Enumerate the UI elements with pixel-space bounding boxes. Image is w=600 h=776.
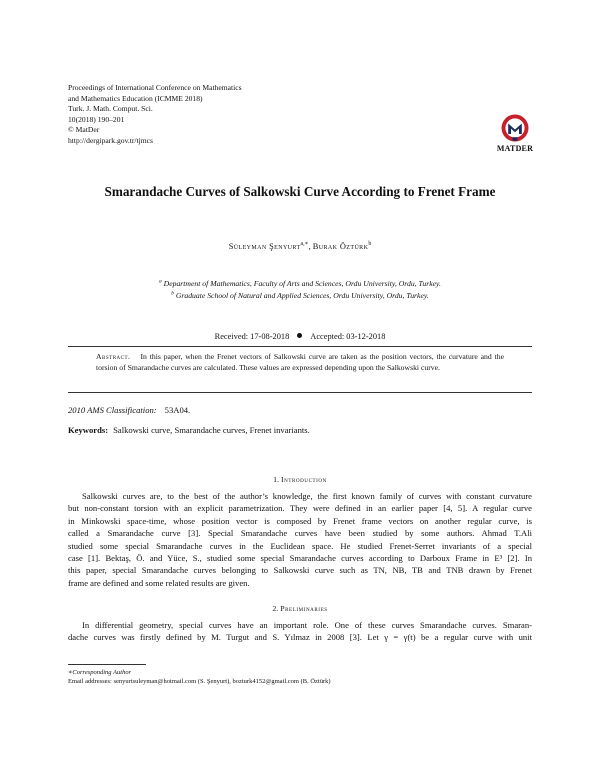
affiliation xyxy=(40,279,560,288)
section-heading xyxy=(40,604,560,613)
divider xyxy=(68,392,532,393)
author-separator: , xyxy=(308,242,311,251)
affiliation-mark: a xyxy=(159,278,162,285)
journal-info xyxy=(68,83,242,147)
affiliation-text: Graduate School of Natural and Applied Sciences, Ordu University, Ordu, Turkey. xyxy=(175,291,429,300)
text-line: called a Smarandache curve [3]. Special Smarandache curves have been studied by some authors. Ahmad T.Ali xyxy=(68,528,532,539)
text-line: this paper, special Smarandache curves belonging to Salkowski curve such as TN, NB, TB and TNB drawn by Frenet xyxy=(68,565,532,576)
section-heading xyxy=(40,475,560,484)
accepted-date: Accepted: 03-12-2018 xyxy=(310,332,386,341)
keywords xyxy=(68,425,310,435)
affiliation xyxy=(40,291,560,300)
section-number: 1. xyxy=(273,475,279,484)
text-line: studied some special Smarandache curves in the Euclidean space. He studied Frenet-Serret invariants of a special xyxy=(68,540,532,551)
affiliation-text: Department of Mathematics, Faculty of Arts and Sciences, Ordu University, Ordu, Turkey. xyxy=(163,279,441,288)
author-name: Süleyman Şenyurt xyxy=(228,242,301,251)
ams-classification xyxy=(68,405,190,415)
divider xyxy=(68,346,532,347)
text-line: In differential geometry, special curves have an important role. One of these curves Smarandache curves. Smaran- xyxy=(82,620,532,630)
journal-line: © MatDer xyxy=(68,125,100,135)
keywords-value: Salkowski curve, Smarandache curves, Frenet invariants. xyxy=(113,425,310,435)
bullet-icon xyxy=(297,333,302,338)
dates-line xyxy=(40,332,560,341)
journal-line: and Mathematics Education (ICMME 2018) xyxy=(68,93,203,103)
logo-label: MATDER xyxy=(496,144,534,153)
abstract xyxy=(96,352,504,373)
abstract-text: In this paper, when the Frenet vectors of Salkowski curve are taken as the position vectors, the curvature and the torsion of Smarandache curves are calculated. These values are expressed depending upon the Salkowski curve. xyxy=(96,352,504,372)
journal-line: Turk. J. Math. Comput. Sci. xyxy=(68,104,153,114)
text-line: Salkowski curves are, to the best of the author’s knowledge, the first known family of curves with constant curvature xyxy=(82,491,532,501)
footnote xyxy=(68,668,331,686)
author-mark: a,∗ xyxy=(300,241,309,248)
journal-line: 10(2018) 190–201 xyxy=(68,114,125,124)
author-name: Burak Öztürk xyxy=(312,242,369,251)
section-number: 2. xyxy=(272,604,279,613)
abstract-heading: Abstract. xyxy=(96,352,131,361)
text-line: frame are defined and some related results are given. xyxy=(68,577,250,588)
received-date: Received: 17-08-2018 xyxy=(214,332,290,341)
footnote-rule xyxy=(68,664,146,665)
text-line: but non-constant torsion with an explicit parametrization. They were defined in an earlier paper [4, 5]. A regular curve xyxy=(68,503,532,514)
text-line: dache curves was firstly defined by M. Turgut and S. Yılmaz in 2008 [3]. Let γ = γ(t) be a regular curve with unit xyxy=(68,632,532,643)
keywords-label: Keywords: xyxy=(68,425,109,435)
ams-value: 53A04. xyxy=(164,405,191,415)
preliminaries-paragraph xyxy=(68,619,532,644)
section-title: Preliminaries xyxy=(280,604,328,613)
introduction-paragraph xyxy=(68,490,532,589)
text-line: case [1]. Bektaş, Ö. and Yüce, S., studied some special Smarandache curves according to Darboux Frame in E³ [2]. In xyxy=(68,553,532,564)
affiliation-mark: b xyxy=(171,290,174,297)
matder-emblem-icon xyxy=(500,113,530,143)
author-list xyxy=(40,242,560,251)
email-addresses: Email addresses: senyurtsuleyman@hotmail.com (S. Şenyurt), bozturk4152@gmail.com (B. Öztürk) xyxy=(68,678,331,686)
ams-label: 2010 AMS Classification: xyxy=(68,405,157,415)
paper-title: Smarandache Curves of Salkowski Curve According to Frenet Frame xyxy=(104,184,496,199)
journal-url[interactable]: http://dergipark.gov.tr/tjmcs xyxy=(68,135,153,145)
journal-line: Proceedings of International Conference on Mathematics xyxy=(68,83,242,92)
corresponding-author-note: ∗Corresponding Author xyxy=(68,669,132,676)
matder-logo xyxy=(490,113,540,153)
text-line: in Minkowski space-time, whose position vector is composed by Frenet frame vectors on another regular curve, is xyxy=(68,515,532,526)
section-title: Introduction xyxy=(280,475,327,484)
author-mark: b xyxy=(368,241,372,248)
